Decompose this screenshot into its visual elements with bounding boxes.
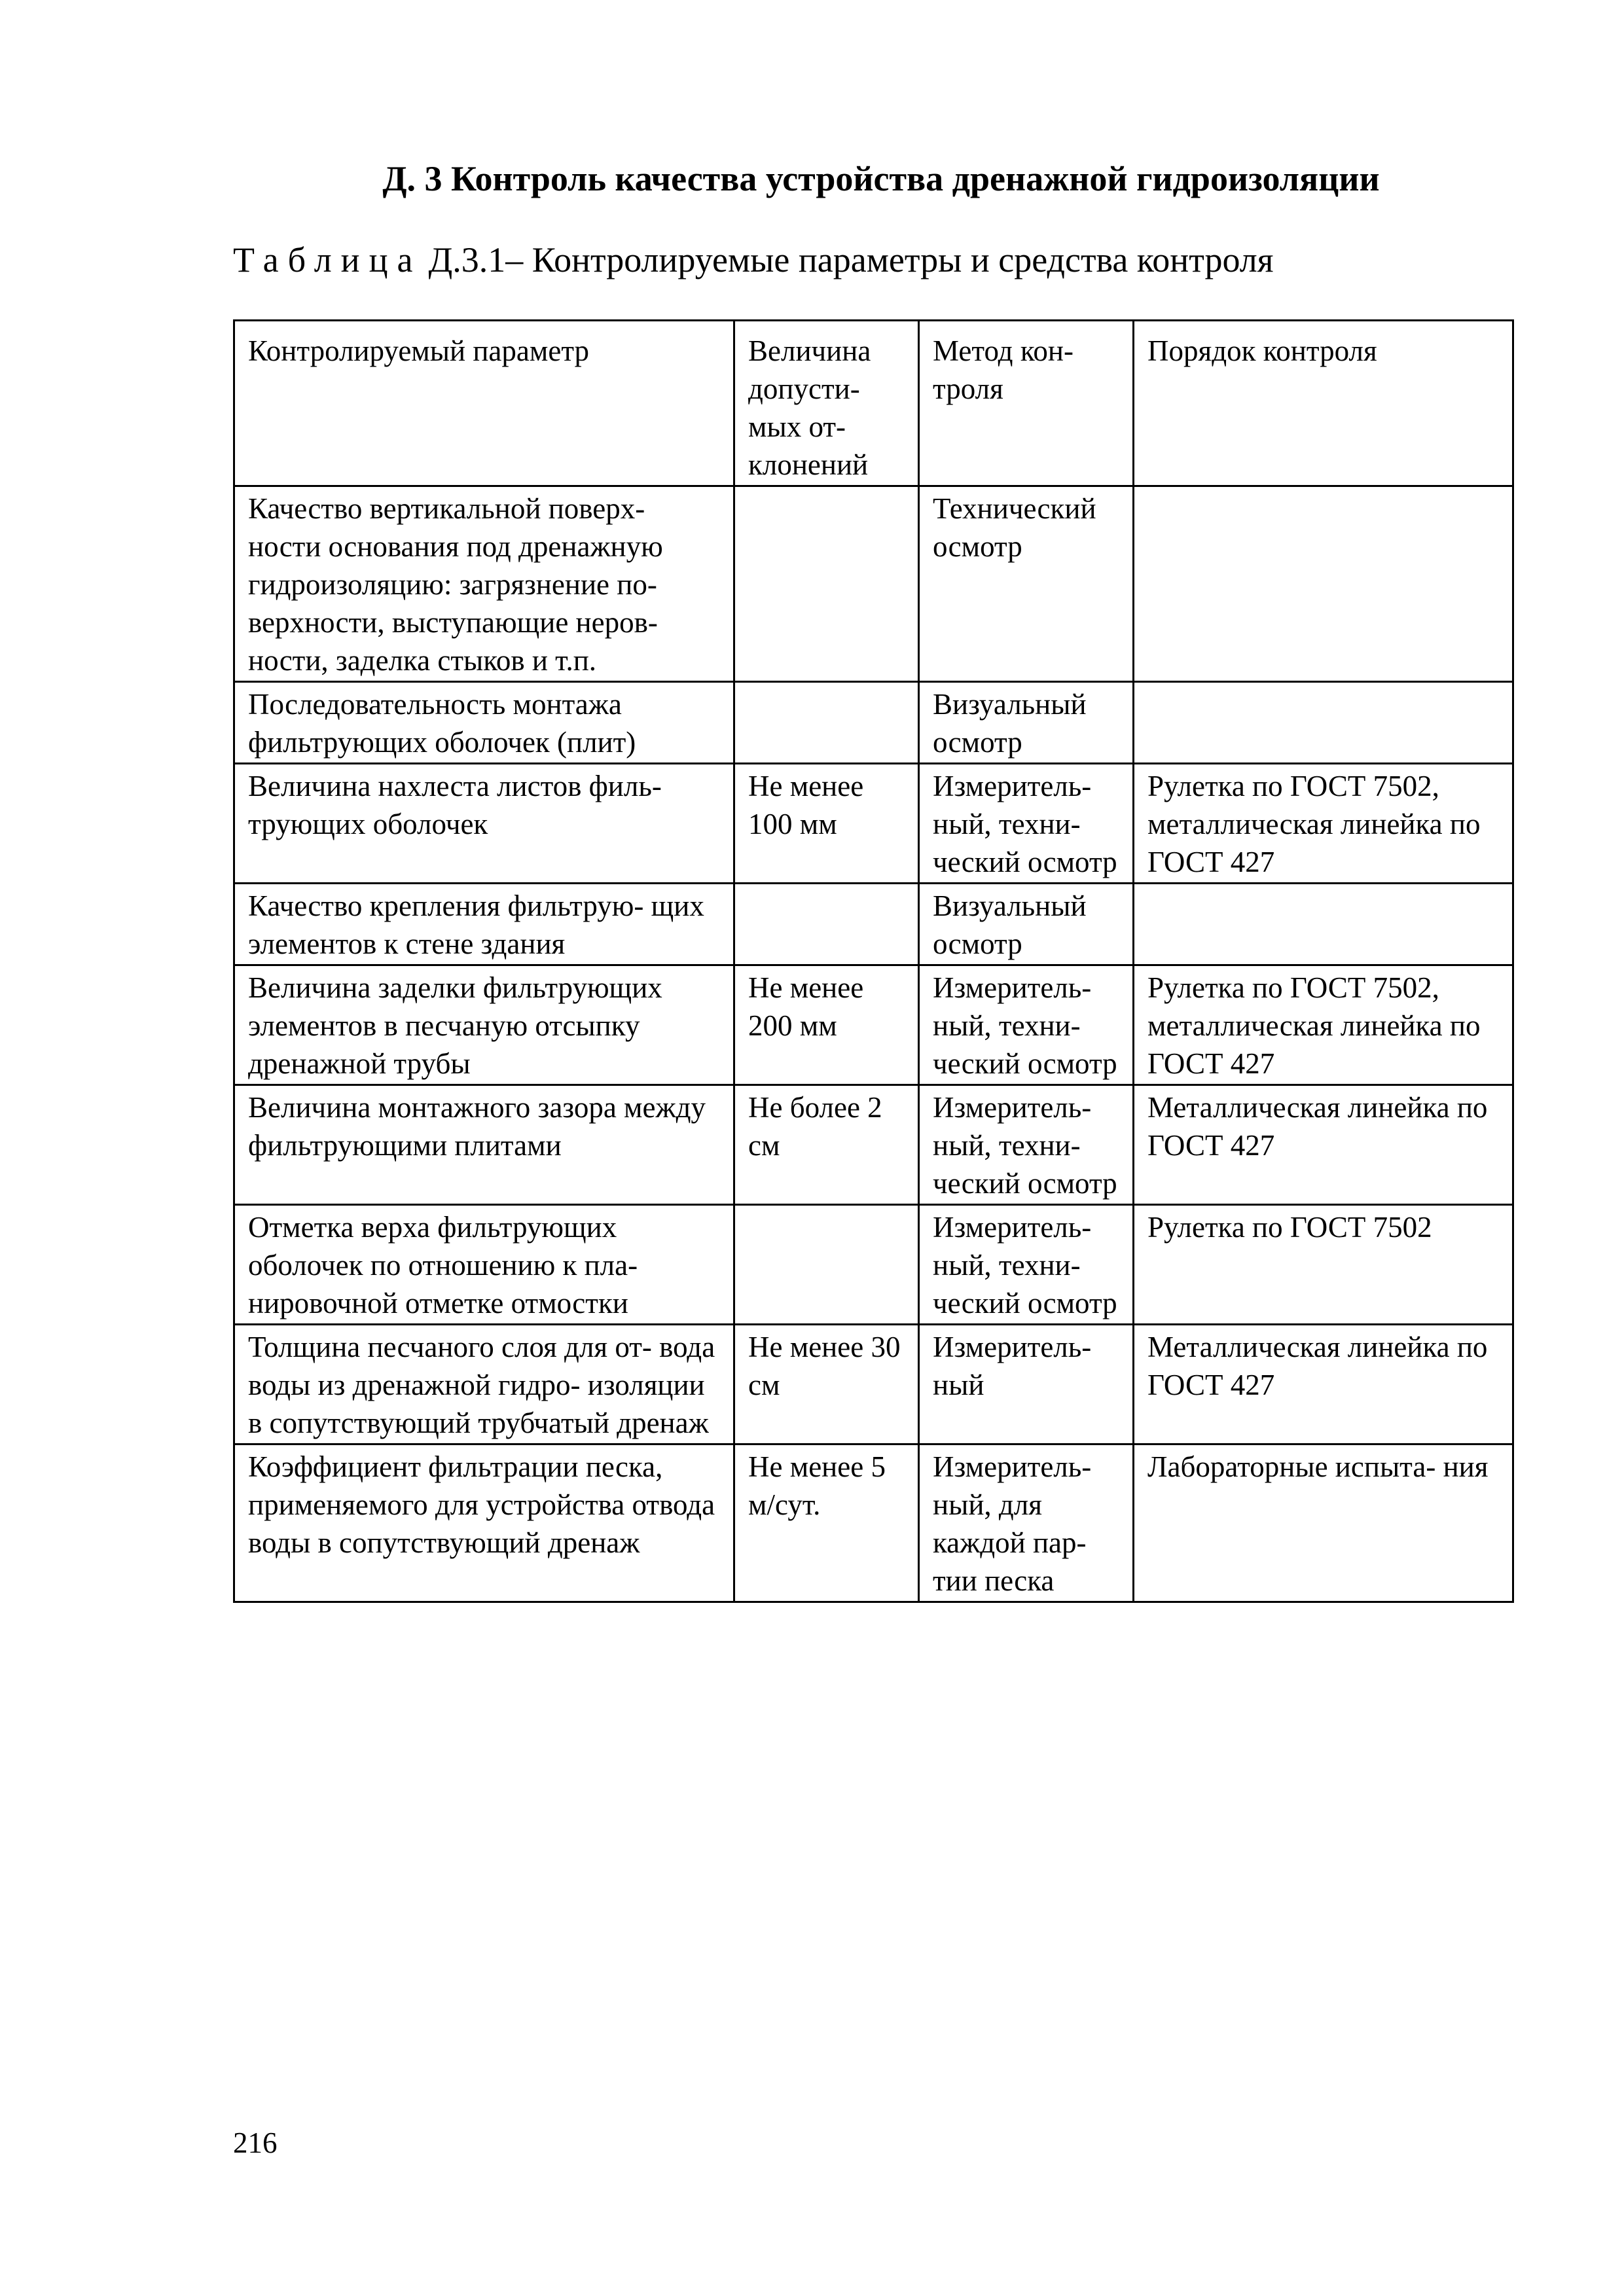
cell-param: Коэффициент фильтрации песка, применяемого для устройства отвода воды в сопутствующий дренаж: [234, 1444, 734, 1602]
cell-tolerance: Не более 2 см: [734, 1085, 919, 1205]
cell-order: Металлическая линейка по ГОСТ 427: [1134, 1085, 1513, 1205]
cell-method: Визуальный осмотр: [919, 682, 1134, 764]
table-row: [234, 1325, 1513, 1444]
page-number: 216: [233, 2126, 278, 2159]
header-tolerance: Величина допусти- мых от- клонений: [734, 321, 919, 486]
cell-order: [1134, 682, 1513, 764]
table-caption-text: Д.3.1– Контролируемые параметры и средства контроля: [428, 240, 1274, 279]
cell-param: Величина монтажного зазора между фильтрующими плитами: [234, 1085, 734, 1205]
cell-order: Рулетка по ГОСТ 7502: [1134, 1205, 1513, 1325]
cell-param: Величина нахлеста листов филь- трующих оболочек: [234, 764, 734, 884]
cell-method: Измеритель- ный, техни- ческий осмотр: [919, 1205, 1134, 1325]
cell-order: Лабораторные испыта- ния: [1134, 1444, 1513, 1602]
table-row: [234, 1085, 1513, 1205]
cell-param: Величина заделки фильтрующих элементов в песчаную отсыпку дренажной трубы: [234, 965, 734, 1085]
cell-tolerance: Не менее 200 мм: [734, 965, 919, 1085]
cell-tolerance: [734, 884, 919, 965]
cell-method: Измеритель- ный: [919, 1325, 1134, 1444]
table-row: [234, 764, 1513, 884]
cell-order: Металлическая линейка по ГОСТ 427: [1134, 1325, 1513, 1444]
cell-method: Измеритель- ный, техни- ческий осмотр: [919, 764, 1134, 884]
cell-order: [1134, 884, 1513, 965]
section-title: Д. 3 Контроль качества устройства дренажной гидроизоляции: [382, 159, 1380, 198]
table-row: [234, 1444, 1513, 1602]
header-order: Порядок контроля: [1134, 321, 1513, 486]
table-caption-label: Таблица: [233, 240, 422, 279]
header-param: Контролируемый параметр: [234, 321, 734, 486]
cell-method: Измеритель- ный, техни- ческий осмотр: [919, 965, 1134, 1085]
cell-tolerance: Не менее 5 м/сут.: [734, 1444, 919, 1602]
cell-tolerance: [734, 682, 919, 764]
table-caption: [233, 237, 1274, 283]
cell-param: Последовательность монтажа фильтрующих оболочек (плит): [234, 682, 734, 764]
table-row: [234, 884, 1513, 965]
table-header-row: [234, 321, 1513, 486]
cell-param: Качество крепления фильтрую- щих элементов к стене здания: [234, 884, 734, 965]
cell-method: Технический осмотр: [919, 486, 1134, 682]
table-row: [234, 965, 1513, 1085]
table-row: [234, 1205, 1513, 1325]
cell-method: Визуальный осмотр: [919, 884, 1134, 965]
cell-tolerance: Не менее 100 мм: [734, 764, 919, 884]
cell-param: Отметка верха фильтрующих оболочек по отношению к пла- нировочной отметке отмостки: [234, 1205, 734, 1325]
cell-method: Измеритель- ный, для каждой пар- тии песка: [919, 1444, 1134, 1602]
cell-param: Качество вертикальной поверх- ности основания под дренажную гидроизоляцию: загрязнение по- верхности, выступающие неров- ности, заделка стыков и т.п.: [234, 486, 734, 682]
table-row: [234, 486, 1513, 682]
control-parameters-table: [233, 319, 1514, 1603]
cell-tolerance: [734, 486, 919, 682]
cell-order: [1134, 486, 1513, 682]
cell-method: Измеритель- ный, техни- ческий осмотр: [919, 1085, 1134, 1205]
header-method: Метод кон- троля: [919, 321, 1134, 486]
cell-order: Рулетка по ГОСТ 7502, металлическая линейка по ГОСТ 427: [1134, 965, 1513, 1085]
cell-tolerance: [734, 1205, 919, 1325]
cell-order: Рулетка по ГОСТ 7502, металлическая линейка по ГОСТ 427: [1134, 764, 1513, 884]
table-row: [234, 682, 1513, 764]
cell-param: Толщина песчаного слоя для от- вода воды из дренажной гидро- изоляции в сопутствующий трубчатый дренаж: [234, 1325, 734, 1444]
cell-tolerance: Не менее 30 см: [734, 1325, 919, 1444]
